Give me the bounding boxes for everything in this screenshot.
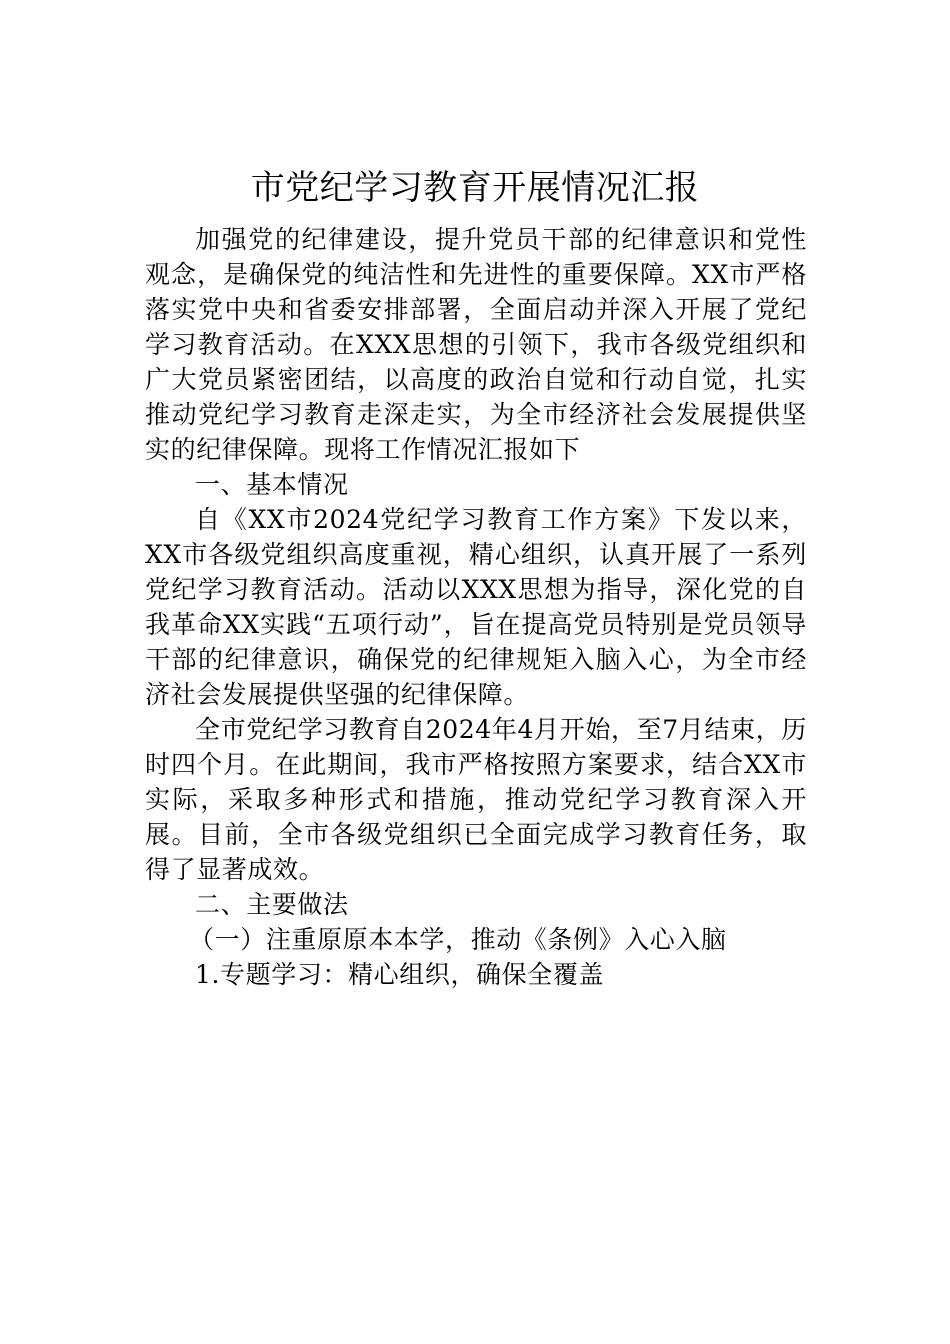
item-heading-1: 1.专题学习：精心组织，确保全覆盖 — [195, 960, 605, 989]
document-body — [145, 222, 807, 992]
intro-paragraph: 加强党的纪律建设，提升党员干部的纪律意识和党性观念，是确保党的纯洁性和先进性的重要保障。XX市严格落实党中央和省委安排部署，全面启动并深入开展了党纪学习教育活动。在XXX思想的引领下，我市各级党组织和广大党员紧密团结，以高度的政治自觉和行动自觉，扎实推动党纪学习教育走深走实，为全市经济社会发展提供坚实的纪律保障。现将工作情况汇报如下 — [145, 225, 807, 464]
subsection-heading-1: （一）注重原原本本学，推动《条例》入心入脑 — [189, 925, 727, 954]
section-heading-main-practices: 二、主要做法 — [195, 890, 349, 919]
document-title: 市党纪学习教育开展情况汇报 — [250, 168, 700, 208]
section-heading-basic-situation: 一、基本情况 — [195, 470, 349, 499]
basic-situation-paragraph-1: 自《XX市2024党纪学习教育工作方案》下发以来，XX市各级党组织高度重视，精心组织，认真开展了一系列党纪学习教育活动。活动以XXX思想为指导，深化党的自我革命XX实践“五项行动”，旨在提高党员特别是党员领导干部的纪律意识，确保党的纪律规矩入脑入心，为全市经济社会发展提供坚强的纪律保障。 — [145, 505, 807, 709]
basic-situation-paragraph-2: 全市党纪学习教育自2024年4月开始，至7月结束，历时四个月。在此期间，我市严格按照方案要求，结合XX市实际，采取多种形式和措施，推动党纪学习教育深入开展。目前，全市各级党组织已全面完成学习教育任务，取得了显著成效。 — [145, 715, 807, 884]
